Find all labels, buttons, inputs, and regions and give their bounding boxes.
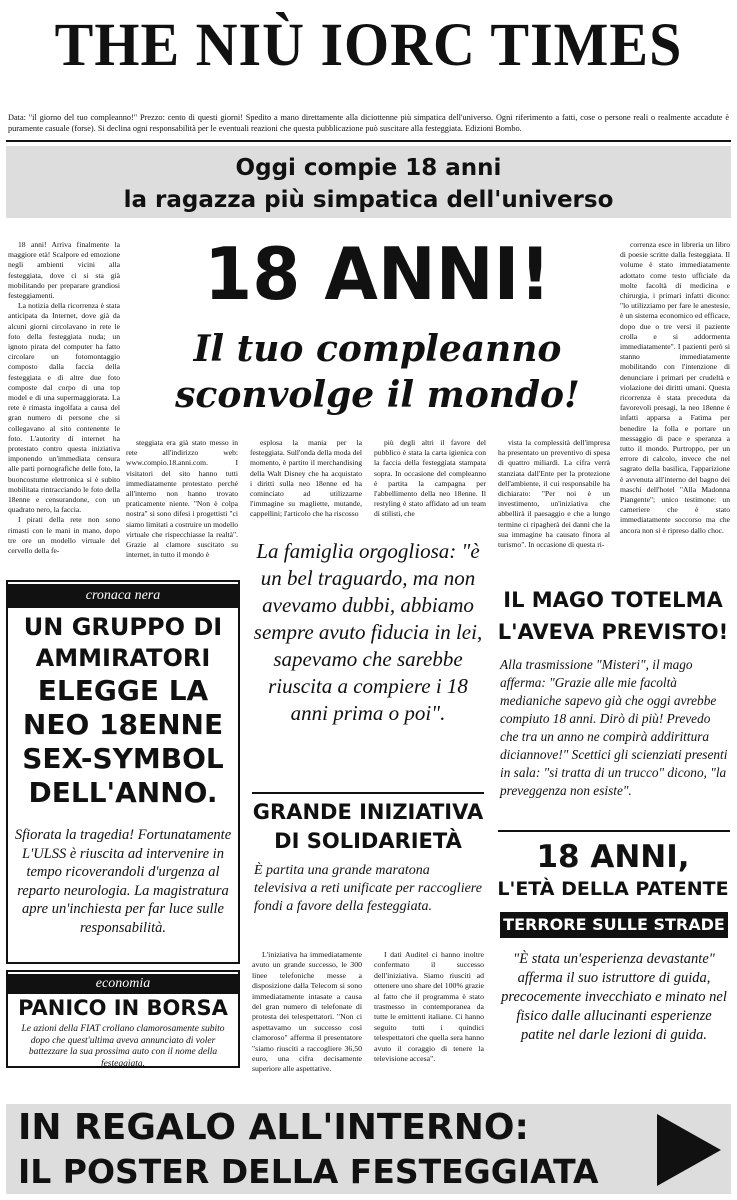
arrow-right-icon	[657, 1114, 721, 1186]
footer-line-1: IN REGALO ALL'INTERNO:	[18, 1107, 529, 1148]
subheadline-line-1: Il tuo compleanno	[193, 328, 562, 370]
footer-line-2: IL POSTER DELLA FESTEGGIATA	[18, 1152, 599, 1191]
article-column-right	[620, 240, 730, 574]
patente-headline	[494, 838, 732, 902]
paragraph: più degli altri il favore del pubblico è stata la carta igienica con la faccia della festeggiata stampata sopra. In occasione del compleanno è partita la campagna per l'abbellimento della neo 18enne. Il restyling è stato affidato ad un team di stilisti, che	[374, 438, 486, 519]
divider	[498, 830, 730, 832]
paragraph: I dati Auditel ci hanno inoltre confermato il successo dell'iniziativa. Siamo riusciti ad ottenere uno share del 100% grazie al fatto che il programma è stato trasmesso in contemporanea da tutte le emittenti italiane. Ci hanno seguito tutti i quindici telespettatori che quella sera hanno avuto il coraggio di tenere la televisione accesa".	[374, 950, 484, 1064]
paragraph: 18 anni! Arriva finalmente la maggiore età! Scalpore ed emozione negli ambienti vicini alla festeggiata, dove ci si sta già mobilitando per preparare grandiosi festeggiamenti.	[8, 240, 120, 301]
paragraph: steggiata era già stato messo in rete all'indirizzo web: www.compio.18.anni.com. I visitatori del sito hanno tutti immediatamente protestato perché all'interno non hanno trovato praticamente niente. "Non è colpa nostra" si sono difesi i progettisti "ci siamo limitati a costruire un modello virtuale che rispecchiasse la realtà". Grazie al clamore suscitato su internet, in tutto il mondo è	[126, 438, 238, 560]
masthead: THE NIÙ IORC TIMES	[54, 10, 683, 79]
article-column-mid-3	[374, 438, 486, 534]
divider	[252, 792, 484, 794]
economia-label: economia	[6, 974, 240, 994]
patente-kicker: TERRORE SULLE STRADE	[500, 912, 728, 938]
article-column-mid-4	[498, 438, 610, 574]
cronaca-headline-line: AMMIRATORI	[35, 644, 211, 672]
mago-headline-line: L'AVEVA PREVISTO!	[497, 620, 729, 644]
cronaca-headline-line: SEX-SYMBOL	[22, 742, 224, 775]
paragraph: L'iniziativa ha immediatamente avuto un grande successo, le 300 linee telefoniche messe a disposizione dalla Telecom si sono immediatamente intasate a causa del gran numero di telefonate di protesta dei telespettatori. "Non ci aspettavamo un successo così clamoroso" afferma il presentatore "siamo riusciti a raccogliere 36,50 euro, una cifra decisamente superiore alle aspettative.	[252, 950, 362, 1074]
subheadline-line-2: sconvolge il mondo!	[175, 374, 580, 416]
article-column-mid-2	[250, 438, 362, 534]
article-column-mid-1	[126, 438, 238, 574]
solidarity-headline	[250, 798, 486, 856]
cronaca-headline-line: UN GRUPPO DI	[23, 613, 223, 641]
paragraph: correnza esce in libreria un libro di poesie scritte dalla festeggiata. Il volume è stato immediatamente adottato come testo ufficiale da molte facoltà di medicina e chirurgia, i primari infatti dicono: "lo utilizziamo per fare le anestesie, è un sistema economico ed efficace, dopo due o tre versi il paziente crolla e si addormenta immediatamente". I pazienti però si stanno immediatamente mobilitando con l'intenzione di denunciare i primari per crudeltà e violazione dei diritti umani. Questa ricorrenza è stata preceduta da favorevoli presagi, la neo 18enne è infatti apparsa a Fatima per benedire la folla e portare un messaggio di pace e speranza a tutto il mondo. Purtroppo, per un errore di calcolo, invece che nel sagrato della basilica, l'apparizione è avvenuta all'interno del bagno dei maschi dell'hotel "Alla Madonna Piangente"; unico testimone: un cameriere che è stato immediatamente soccorso ma che ancora non si è ripreso dallo choc.	[620, 240, 730, 535]
solidarity-lead: È partita una grande maratona televisiva a reti unificate per raccogliere fondi a favore della festeggiata.	[254, 863, 482, 914]
main-subheadline	[130, 326, 625, 418]
imprint: Data: "il giorno del tuo compleanno!" Prezzo: cento di questi giorni! Spedito a mano direttamente alla diciottenne più simpatica dell'universo. Ogni riferimento a fatti, cose o persone reali o realmente accadute è puramente casuale (forse). Si declina ogni responsabilità per le eventuali reazioni che questa pubblicazione può suscitare alla festeggiata. Edizioni Bombo.	[8, 113, 729, 133]
mago-headline	[494, 584, 732, 648]
economia-body: Le azioni della FIAT crollano clamorosamente subito dopo che quest'ultima aveva annunciato di voler battezzare la sua prossima auto con il nome della festeggiata.	[21, 1024, 225, 1069]
banner-line-1: Oggi compie 18 anni	[235, 155, 502, 181]
mago-body: Alla trasmissione "Misteri", il mago afferma: "Grazie alle mie facoltà medianiche sapevo già che oggi avrebbe compiuto 18 anni. Dirò di più! Prevedo che tra un anno ne compirà addirittura diciannove!" Scettici gli scienziati presenti in sala: "si tratta di un trucco" dicono, "la preveggenza non esiste".	[500, 657, 728, 798]
article-column-left	[8, 240, 120, 572]
cronaca-headline-line: NEO 18ENNE	[22, 708, 224, 741]
solidarity-headline-line: GRANDE INIZIATIVA	[252, 800, 484, 824]
family-quote: La famiglia orgogliosa: "è un bel traguardo, ma non avevamo dubbi, abbiamo sempre avuto fiducia in lei, sapevamo che sarebbe riuscita a compiere i 18 anni prima o poi".	[253, 539, 483, 725]
paragraph: esplosa la mania per la festeggiata. Sull'onda della moda del momento, è partito il merchandising della Walt Disney che ha acquistato i diritti sulla neo 18enne ed ha cominciato ad utilizzarne l'immagine su magliette, mutande, cappellini; l'articolo che ha riscosso	[250, 438, 362, 519]
economia-headline: PANICO IN BORSA	[18, 996, 228, 1020]
solidarity-column-2	[374, 950, 484, 1090]
patente-headline-line: L'ETÀ DELLA PATENTE	[497, 878, 729, 900]
paragraph: I pirati della rete non sono rimasti con le mani in mano, dopo tre ore un modello virtuale del cervello della fe-	[8, 515, 120, 556]
cronaca-body: Sfiorata la tragedia! Fortunatamente L'ULSS è riuscita ad intervenire in tempo ricoverandoli d'urgenza al reparto neurologia. La magistratura apre un'inchiesta per far luce sulle responsabilità.	[14, 827, 232, 936]
cronaca-headline-line: ELEGGE LA	[37, 674, 209, 707]
cronaca-headline-line: DELL'ANNO.	[28, 776, 218, 809]
footer-headline	[18, 1106, 658, 1194]
patente-headline-line: 18 ANNI,	[536, 839, 690, 875]
cronaca-headline	[10, 612, 236, 810]
top-banner	[6, 146, 731, 218]
solidarity-column-1	[252, 950, 362, 1090]
paragraph: vista la complessità dell'impresa ha presentato un preventivo di spesa di quattro miliardi. La cifra verrà stanziata dall'Ente per la protezione dell'ambiente, il cui responsabile ha dichiarato: "Per noi è un investimento, un'iniziativa che abbellirà il paesaggio e che a lungo termine ci ripagherà dei danni che la sua immagine ha causato finora al turismo". In occasione di questa ri-	[498, 438, 610, 550]
solidarity-headline-line: DI SOLIDARIETÀ	[274, 829, 462, 853]
patente-body: "È stata un'esperienza devastante" afferma il suo istruttore di guida, precocemente invecchiato e minato nel fisico dalle allucinanti esperienze patite nel darle lezioni di guida.	[501, 951, 727, 1043]
paragraph: La notizia della ricorrenza è stata anticipata da Internet, dove già da alcuni giorni circolavano in rete le foto della festeggiata nuda; un ignoto pirata del computer ha fatto circolare un fotomontaggio composto dalla faccia della festeggiata e di altre due foto composte dal corpo di una top model e di una supermaggiorata. La rete è rimasta ingolfata a causa del gran numero di persone che si collegavano al sito contenente le foto. L'autority di internet ha protestato contro questa iniziativa imponendo un'immediata censura alle parti pornografiche delle foto, la buoncostume elettronica si è subito mobilitata rintracciando le foto della 18enne e censurandone, con un quadrato nero, la faccia.	[8, 301, 120, 515]
cronaca-label: cronaca nera	[6, 584, 240, 608]
main-headline: 18 ANNI!	[204, 232, 551, 316]
banner-line-2: la ragazza più simpatica dell'universo	[123, 187, 614, 213]
masthead-rule	[6, 140, 731, 142]
mago-headline-line: IL MAGO TOTELMA	[503, 588, 723, 612]
